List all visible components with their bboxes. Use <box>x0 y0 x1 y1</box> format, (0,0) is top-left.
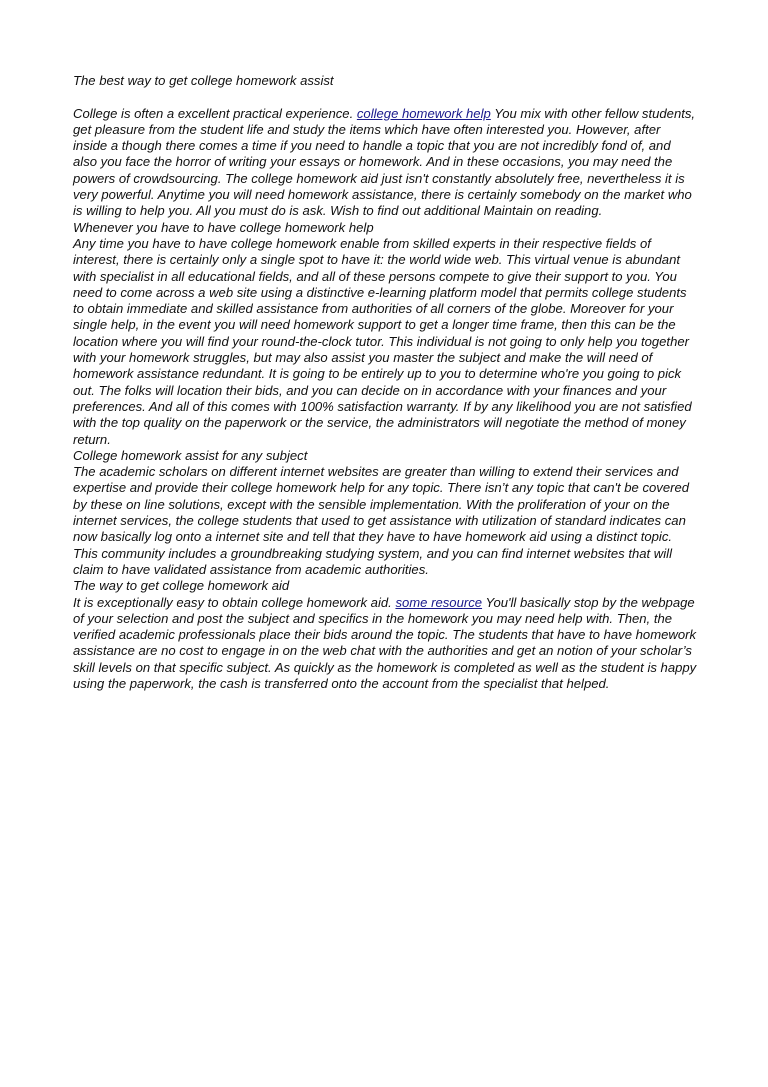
paragraph-intro <box>73 106 698 220</box>
paragraph-how-to-text-after: You'll basically stop by the webpage of your selection and post the subject and specifics in the homework you may need help with. Then, the verified academic professionals place their bids around the topic. The students that have to have homework assistance are no cost to engage in on the web chat with the authorities and get an notion of your scholar’s skill levels on that specific subject. As quickly as the homework is completed as well as the student is happy using the paperwork, the cash is transferred onto the account from the specialist that helped. <box>73 594 697 691</box>
document-title: The best way to get college homework assist <box>73 73 334 88</box>
section-heading-any-subject: College homework assist for any subject <box>73 447 308 463</box>
section-heading-how-to: The way to get college homework aid <box>73 578 290 594</box>
document-body <box>73 73 698 692</box>
paragraph-intro-text-before: College is often a excellent practical experience. <box>73 105 357 121</box>
paragraph-intro-text-after: You mix with other fellow students, get pleasure from the student life and study the items which have often interested you. However, after inside a though there comes a time if you need to handle a topic that you are not incredibly fond of, and also you face the horror of writing your essays or homework. And in these occasions, you may need the powers of crowdsourcing. The college homework aid just isn't constantly absolutely free, nevertheless it is very powerful. Anytime you will need homework assistance, there is certainly somebody on the market who is willing to help you. All you must do is ask. Wish to find out additional Maintain on reading. <box>73 105 696 219</box>
section-heading-when: Whenever you have to have college homework help <box>73 219 374 235</box>
college-homework-help-link[interactable]: college homework help <box>356 105 491 121</box>
some-resource-link[interactable]: some resource <box>395 594 483 610</box>
paragraph-when: Any time you have to have college homework enable from skilled experts in their respective fields of interest, there is certainly only a single spot to have it: the world wide web. This virtual venue is abundant with specialist in all educational fields, and all of these persons compete to give their support to you. You need to come across a web site using a distinctive e-learning platform model that permits college students to obtain immediate and skilled assistance from authorities of all corners of the globe. Moreover for your single help, in the event you will need homework support to get a longer time frame, then this can be the location where you will find your round-the-clock tutor. This individual is not going to only help you together with your homework struggles, but may also assist you master the subject and make the will need of homework assistance redundant. It is going to be entirely up to you to determine who're you going to pick out. The folks will location their bids, and you can decide on in accordance with your finances and your preferences. And all of this comes with 100% satisfaction warranty. If by any likelihood you are not satisfied with the top quality on the paperwork or the service, the administrators will negotiate the method of money return. <box>73 235 692 447</box>
paragraph-how-to-text-before: It is exceptionally easy to obtain college homework aid. <box>73 594 396 610</box>
paragraph-any-subject: The academic scholars on different internet websites are greater than willing to extend their services and expertise and provide their college homework help for any topic. There isn’t any topic that can't be covered by these on line solutions, except with the sensible implementation. With the proliferation of your on the internet services, the college students that used to get assistance with utilization of standard indicates can now basically log onto a internet site and tell that they have to have homework aid using a distinct topic. This community includes a groundbreaking studying system, and you can find internet websites that will claim to have validated assistance from academic authorities. <box>73 464 690 577</box>
paragraph-how-to <box>73 595 698 693</box>
